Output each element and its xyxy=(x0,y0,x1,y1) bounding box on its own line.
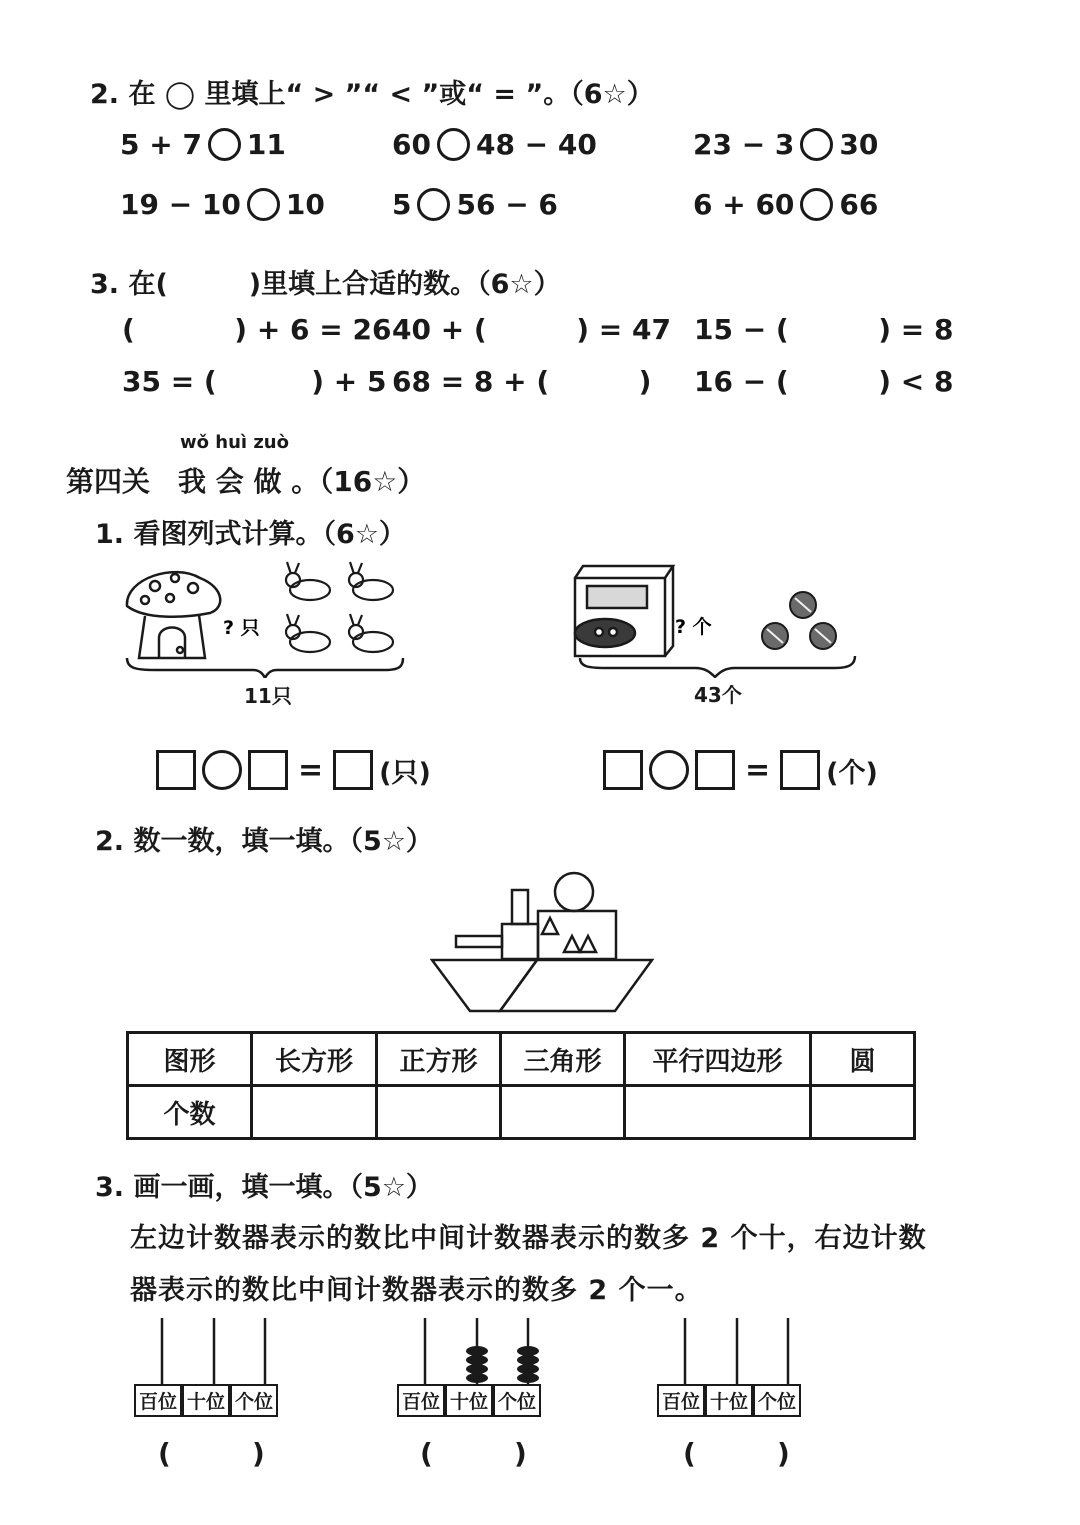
answer-circle[interactable] xyxy=(800,188,833,221)
right-equation xyxy=(603,750,878,790)
abacus-place-labels xyxy=(657,1384,801,1417)
abacus-answer-blank[interactable] xyxy=(440,1437,512,1471)
compare-item xyxy=(120,128,286,161)
abacus-rods xyxy=(657,1316,817,1386)
shape-count-table xyxy=(126,1031,916,1140)
compare-right: 48 − 40 xyxy=(475,128,597,161)
answer-open-paren: ( xyxy=(683,1437,696,1470)
fill-left: 16 − ( xyxy=(694,365,789,398)
compare-item xyxy=(120,188,325,221)
answer-open-paren: ( xyxy=(158,1437,171,1470)
table-header: 长方形 xyxy=(252,1033,377,1086)
operator-circle[interactable] xyxy=(202,750,242,790)
answer-box[interactable] xyxy=(156,750,196,790)
right-total-label: 43个 xyxy=(694,683,742,707)
compare-item xyxy=(392,188,558,221)
compare-right: 66 xyxy=(839,188,879,221)
compare-right: 11 xyxy=(246,128,286,161)
abacus-bead xyxy=(466,1373,488,1383)
fill-right: ) + 5 xyxy=(311,365,387,398)
box-walnut-picture xyxy=(565,558,865,678)
fill-item xyxy=(694,313,953,346)
section-3-title: 3. 在( )里填上合适的数。（6☆） xyxy=(90,269,561,300)
count-cell[interactable] xyxy=(252,1086,377,1139)
fill-left: 15 − ( xyxy=(694,313,789,346)
answer-box[interactable] xyxy=(695,750,735,790)
rabbit-icon xyxy=(349,562,393,600)
compare-item xyxy=(392,128,597,161)
level-4-title: 第四关 我 会 做 。（16☆） xyxy=(66,465,426,498)
abacus-bead xyxy=(517,1355,539,1365)
answer-circle[interactable] xyxy=(247,188,280,221)
walnut-icon xyxy=(762,623,788,649)
walnut-icon xyxy=(790,592,816,618)
place-label: 百位 xyxy=(657,1384,705,1417)
count-cell[interactable] xyxy=(377,1086,501,1139)
rabbit-icon xyxy=(286,614,330,652)
abacus-bead xyxy=(517,1346,539,1356)
fill-right: ) xyxy=(638,365,652,398)
answer-circle[interactable] xyxy=(208,128,241,161)
place-label: 十位 xyxy=(705,1384,753,1417)
table-header-row xyxy=(128,1033,915,1086)
answer-box[interactable] xyxy=(780,750,820,790)
triangle-shape xyxy=(542,918,558,934)
abacus-bead xyxy=(466,1346,488,1356)
gift-box-icon xyxy=(575,566,673,656)
fill-right: ) = 47 xyxy=(576,313,671,346)
unit-label: (个) xyxy=(826,757,878,789)
place-label: 百位 xyxy=(134,1384,182,1417)
abacus-bead xyxy=(466,1364,488,1374)
table-row xyxy=(128,1086,915,1139)
abacus-rods xyxy=(397,1316,557,1386)
place-label: 百位 xyxy=(397,1384,445,1417)
table-header: 正方形 xyxy=(377,1033,501,1086)
q3-line-2: 器表示的数比中间计数器表示的数多 2 个一。 xyxy=(130,1275,703,1306)
compare-left: 6 + 60 xyxy=(693,188,795,221)
walnut-icon xyxy=(810,623,836,649)
left-equation xyxy=(156,750,431,790)
count-cell[interactable] xyxy=(625,1086,811,1139)
abacus-answer-blank[interactable] xyxy=(178,1437,250,1471)
abacus-rods xyxy=(134,1316,294,1386)
table-header: 圆 xyxy=(811,1033,915,1086)
answer-circle[interactable] xyxy=(800,128,833,161)
compare-right: 30 xyxy=(839,128,879,161)
left-total-label: 11只 xyxy=(244,684,292,708)
answer-circle[interactable] xyxy=(437,128,470,161)
row-label: 个数 xyxy=(128,1086,252,1139)
table-header: 图形 xyxy=(128,1033,252,1086)
total-brace xyxy=(580,656,855,677)
q3-title: 3. 画一画，填一填。（5☆） xyxy=(95,1172,433,1203)
abacus-bead xyxy=(466,1355,488,1365)
abacus-answer-blank[interactable] xyxy=(703,1437,775,1471)
compare-left: 5 + 7 xyxy=(120,128,202,161)
answer-circle[interactable] xyxy=(417,188,450,221)
boat-shape-picture xyxy=(430,868,660,1018)
trapezoid-shape xyxy=(432,960,537,1011)
fill-item xyxy=(392,313,671,346)
triangle-shape xyxy=(580,936,596,952)
answer-box[interactable] xyxy=(603,750,643,790)
abacus-bead xyxy=(517,1364,539,1374)
answer-box[interactable] xyxy=(333,750,373,790)
square-shape xyxy=(502,924,538,959)
table-header: 平行四边形 xyxy=(625,1033,811,1086)
table-header: 三角形 xyxy=(501,1033,625,1086)
q3-line-1: 左边计数器表示的数比中间计数器表示的数多 2 个十，右边计数 xyxy=(130,1223,927,1254)
fill-item xyxy=(694,365,953,398)
mushroom-icon xyxy=(127,572,220,658)
answer-box[interactable] xyxy=(248,750,288,790)
unit-label: (只) xyxy=(379,757,431,789)
total-brace xyxy=(127,658,403,678)
circle-shape xyxy=(555,873,593,911)
rectangle-shape xyxy=(512,890,528,924)
q2-title: 2. 数一数，填一填。（5☆） xyxy=(95,826,433,857)
count-cell[interactable] xyxy=(811,1086,915,1139)
compare-item xyxy=(693,188,878,221)
rabbit-icon xyxy=(349,614,393,652)
place-label: 十位 xyxy=(182,1384,230,1417)
place-label: 个位 xyxy=(753,1384,801,1417)
rabbit-icon xyxy=(286,562,330,600)
fill-left: 40 + ( xyxy=(392,313,487,346)
compare-right: 10 xyxy=(285,188,325,221)
rectangle-shape xyxy=(456,936,502,947)
answer-close-paren: ) xyxy=(514,1437,527,1470)
compare-right: 56 − 6 xyxy=(456,188,558,221)
left-question-label: ? 只 xyxy=(223,617,260,639)
compare-left: 23 − 3 xyxy=(693,128,795,161)
count-cell[interactable] xyxy=(501,1086,625,1139)
fill-left: 35 = ( xyxy=(122,365,217,398)
fill-left: ( xyxy=(122,313,135,346)
mushroom-rabbit-picture xyxy=(115,558,415,678)
section-2-title: 2. 在 ◯ 里填上“ > ”“ < ”或“ = ”。（6☆） xyxy=(90,79,654,110)
abacus-place-labels xyxy=(397,1384,541,1417)
answer-close-paren: ) xyxy=(777,1437,790,1470)
q1-title: 1. 看图列式计算。（6☆） xyxy=(95,519,406,550)
triangle-shape xyxy=(564,936,580,952)
place-label: 个位 xyxy=(493,1384,541,1417)
abacus-place-labels xyxy=(134,1384,278,1417)
place-label: 个位 xyxy=(230,1384,278,1417)
fill-right: ) < 8 xyxy=(878,365,954,398)
answer-open-paren: ( xyxy=(420,1437,433,1470)
fill-item xyxy=(392,365,651,398)
pinyin: wǒ huì zuò xyxy=(180,432,289,453)
operator-circle[interactable] xyxy=(649,750,689,790)
compare-item xyxy=(693,128,878,161)
equals-sign: = xyxy=(298,752,324,788)
fill-item xyxy=(122,365,386,398)
parallelogram-shape xyxy=(500,960,652,1011)
abacus-bead xyxy=(517,1373,539,1383)
compare-left: 60 xyxy=(392,128,431,161)
compare-left: 19 − 10 xyxy=(120,188,241,221)
fill-right: ) = 8 xyxy=(878,313,954,346)
fill-left: 68 = 8 + ( xyxy=(392,365,550,398)
equals-sign: = xyxy=(745,752,771,788)
compare-left: 5 xyxy=(392,188,412,221)
answer-close-paren: ) xyxy=(252,1437,265,1470)
right-question-label: ? 个 xyxy=(675,616,712,638)
fill-item xyxy=(122,313,391,346)
fill-right: ) + 6 = 26 xyxy=(234,313,392,346)
place-label: 十位 xyxy=(445,1384,493,1417)
